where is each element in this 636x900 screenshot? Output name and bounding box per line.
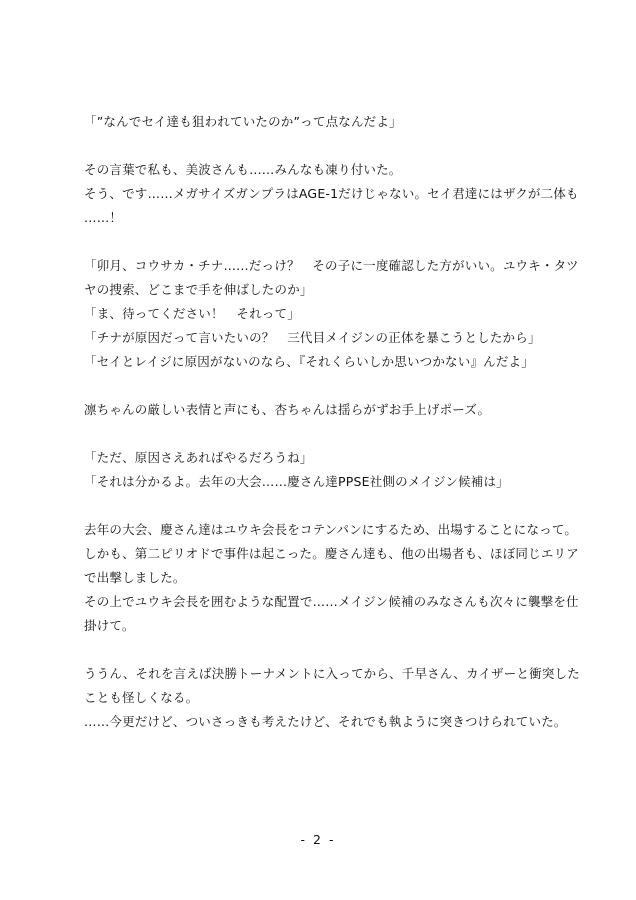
text-line: 凛ちゃんの厳しい表情と声にも、杏ちゃんは揺らがずお手上げポーズ。: [84, 402, 491, 417]
text-line: ううん、それを言えば決勝トーナメントに入ってから、千早さん、カイザーと衝突した: [84, 666, 580, 681]
text-line: 「ただ、原因さえあればやるだろうね」: [84, 450, 313, 465]
text-line: しかも、第二ピリオドで事件は起こった。慶さん達も、他の出場者も、ほぼ同じエリア: [84, 546, 579, 561]
text-line: 「”なんでセイ達も狙われていたのか”って点なんだよ」: [84, 114, 402, 129]
text-line: ……！: [84, 210, 123, 225]
text-line: ことも怪しくなる。: [84, 690, 199, 705]
text-line: 「セイとレイジに原因がないのなら、『それくらいしか思いつかない』んだよ」: [84, 354, 534, 369]
text-line: 「卯月、コウサカ・チナ……だっけ？ その子に一度確認した方がいい。ユウキ・タツ: [84, 258, 579, 273]
page-number: - 2 -: [300, 832, 336, 847]
text-line: ……今更だけど、ついさっきも考えたけど、それでも執ように突きつけられていた。: [84, 714, 567, 729]
text-line: 去年の大会、慶さん達はユウキ会長をコテンパンにするため、出場することになって。: [84, 522, 578, 537]
text-line: ヤの捜索、どこまで手を伸ばしたのか」: [84, 282, 313, 297]
body-text: [84, 110, 580, 734]
text-line: 「それは分かるよ。去年の大会……慶さん達PPSE社側のメイジン候補は」: [84, 474, 509, 489]
text-line: その上でユウキ会長を囲むような配置で……メイジン候補のみなさんも次々に襲撃を仕: [84, 594, 579, 609]
text-line: 「ま、待ってください！ それって」: [84, 306, 300, 321]
text-line: で出撃しました。: [84, 570, 186, 585]
text-line: 掛けて。: [84, 618, 135, 633]
text-line: その言葉で私も、美波さんも……みんなも凍り付いた。: [84, 162, 402, 177]
text-line: 「チナが原因だって言いたいの？ 三代目メイジンの正体を暴こうとしたから」: [84, 330, 541, 345]
text-line: そう、です……メガサイズガンプラはAGE-1だけじゃない。セイ君達にはザクが二体も: [84, 186, 579, 201]
